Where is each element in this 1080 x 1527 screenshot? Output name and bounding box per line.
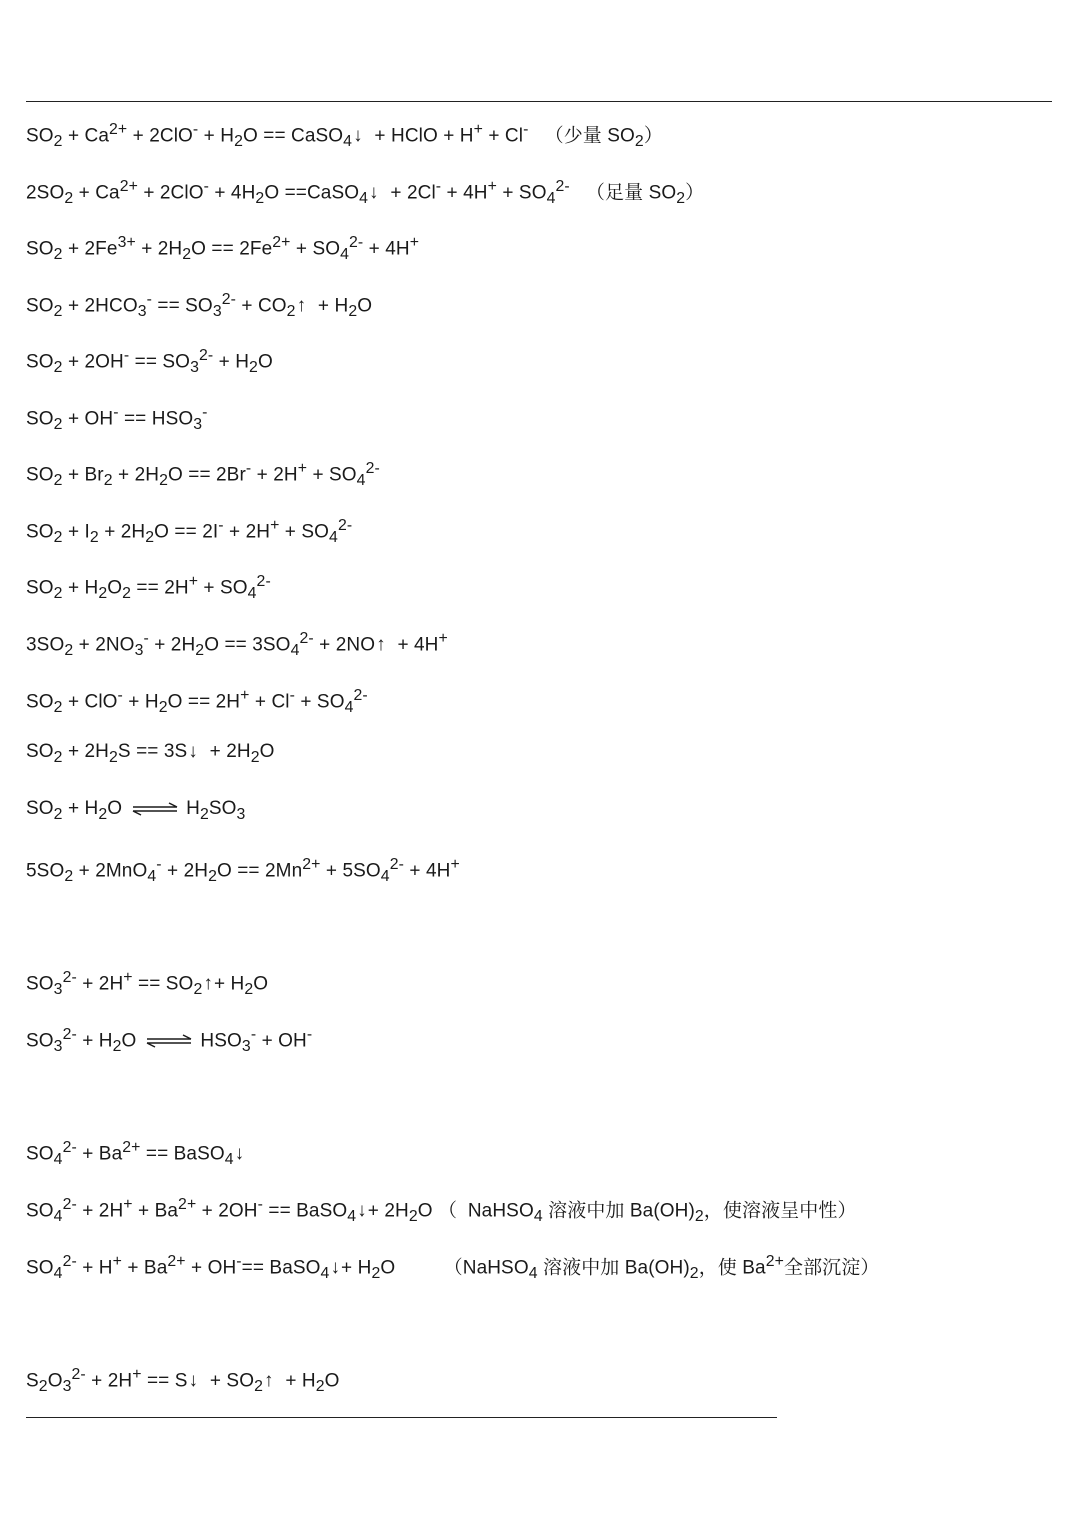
equation-text: SO	[26, 798, 54, 819]
subscript: 2	[208, 868, 217, 886]
equation-text: + Ca	[62, 125, 110, 147]
equation-text: O	[257, 351, 273, 373]
equation-text: + 2NO	[73, 634, 135, 656]
superscript: -	[156, 856, 162, 873]
subscript: 4	[329, 529, 338, 547]
equation-text: SO	[26, 238, 54, 260]
equation-text: == S	[141, 1370, 188, 1392]
equation-text: + 2H	[76, 973, 124, 995]
subscript: 3	[236, 805, 246, 823]
precipitate-arrow-icon: ↓	[330, 1257, 341, 1279]
superscript: +	[188, 573, 199, 590]
equation-text: 2SO	[26, 182, 65, 204]
superscript: -	[218, 517, 224, 534]
subscript: 2	[249, 359, 258, 377]
subscript: 3	[62, 1378, 72, 1396]
precipitate-arrow-icon: ↓	[188, 1370, 199, 1392]
equation-text: == BaSO	[241, 1257, 321, 1279]
equation-text: + 2H	[85, 1370, 133, 1392]
subscript: 2	[634, 133, 644, 151]
subscript: 2	[286, 303, 296, 321]
equation-text: SO	[26, 351, 54, 373]
equation-text: SO	[26, 1200, 54, 1222]
subscript: 3	[53, 981, 63, 999]
equation-text: + 2MnO	[73, 860, 148, 882]
top-divider	[26, 101, 1052, 102]
equation-text: + 5SO	[320, 860, 381, 882]
superscript: -	[236, 1253, 242, 1270]
superscript: 2-	[221, 291, 236, 308]
equation-text: （足量 SO	[569, 182, 677, 204]
equation-text: + HClO + H	[363, 125, 474, 147]
equation-text: == BaSO	[263, 1200, 348, 1222]
superscript: +	[270, 517, 280, 534]
subscript: 2	[64, 642, 74, 660]
subscript: 2	[199, 805, 209, 823]
equation-text: + 2H	[251, 464, 298, 486]
subscript: 2	[122, 585, 132, 603]
equation-text: SO	[26, 521, 54, 543]
superscript: +	[123, 969, 133, 986]
equation-text: + 4H	[403, 860, 451, 882]
precipitate-arrow-icon: ↓	[188, 741, 198, 762]
subscript: 2	[145, 529, 155, 547]
superscript: 2-	[555, 178, 570, 195]
subscript: 2	[38, 1378, 48, 1396]
superscript: -	[143, 630, 149, 647]
equation-text: + OH	[185, 1257, 237, 1279]
equation-text: + SO	[294, 691, 345, 713]
equation-text: SO	[26, 295, 54, 317]
equation-text: + SO	[307, 464, 357, 486]
equation-text: + 2Cl	[379, 182, 436, 204]
superscript: 2+	[302, 856, 321, 873]
equation-text: + 2H	[198, 741, 251, 762]
equation-text: + SO	[199, 1370, 255, 1392]
equation-so2-h2o	[26, 797, 245, 827]
equation-text: SO	[26, 408, 54, 430]
superscript: 2+	[765, 1253, 784, 1270]
equation-text: 溶液中加 Ba(OH)	[542, 1200, 695, 1222]
subscript: 2	[689, 1265, 699, 1283]
superscript: -	[435, 178, 442, 195]
subscript: 4	[380, 868, 390, 886]
equation-text: 5SO	[26, 860, 65, 882]
superscript: 2-	[62, 969, 77, 986]
equation-text: ，使溶液呈中性）	[703, 1200, 857, 1222]
equation-so4-ba	[26, 1136, 245, 1172]
subscript: 2	[53, 246, 63, 264]
equation-text: + SO	[290, 238, 341, 260]
equation-text: O == 2Br	[167, 464, 246, 486]
equation-text: + 2HCO	[62, 295, 138, 317]
subscript: 4	[53, 1265, 63, 1283]
subscript: 3	[137, 303, 147, 321]
equation-text: O	[121, 1030, 137, 1052]
superscript: 2-	[62, 1026, 77, 1043]
subscript: 4	[343, 133, 353, 151]
superscript: 3+	[117, 234, 136, 251]
subscript: 4	[320, 1265, 330, 1283]
equation-text: + 2H	[62, 741, 110, 762]
superscript: -	[245, 460, 252, 477]
subscript: 4	[344, 699, 354, 717]
equation-text: O == 3SO	[204, 634, 291, 656]
subscript: 2	[254, 1378, 263, 1396]
subscript: 2	[694, 1208, 704, 1226]
equation-text: O ==CaSO	[264, 182, 360, 204]
equation-text: + 4H	[363, 238, 410, 260]
superscript: 2+	[178, 1196, 197, 1213]
subscript: 4	[356, 472, 366, 490]
superscript: +	[132, 1366, 142, 1383]
equation-text: + 2H	[98, 521, 146, 543]
equation-text: + H	[213, 973, 245, 995]
subscript: 3	[53, 1038, 63, 1056]
superscript: 2+	[119, 178, 138, 195]
subscript: 2	[53, 585, 63, 603]
equation-text: + 4H	[208, 182, 256, 204]
subscript: 4	[53, 1208, 63, 1226]
subscript: 2	[676, 190, 686, 208]
superscript: 2+	[122, 1139, 141, 1156]
equation-text: + H	[274, 1370, 316, 1392]
subscript: 2	[98, 585, 108, 603]
equation-so3-h	[26, 966, 268, 1002]
equation-text: + Cl	[249, 691, 290, 713]
subscript: 2	[53, 472, 63, 490]
gas-arrow-icon: ↑	[203, 973, 213, 995]
superscript: +	[297, 460, 308, 477]
precipitate-arrow-icon: ↓	[353, 125, 363, 147]
superscript: 2-	[349, 234, 364, 251]
equation-text: + 2NO	[313, 634, 376, 656]
equation-text: H	[186, 798, 200, 819]
subscript: 2	[182, 246, 192, 264]
equation-text: + 2H	[223, 521, 271, 543]
equation-so2-h2s	[26, 740, 275, 770]
superscript: 2-	[62, 1253, 77, 1270]
equation-text: O	[107, 798, 123, 819]
subscript: 2	[158, 699, 168, 717]
equation-text: + 2H	[112, 464, 160, 486]
equation-text: O == 2I	[154, 521, 219, 543]
subscript: 4	[340, 246, 350, 264]
equation-so2-clo	[26, 684, 368, 720]
equation-so2-ca-clo-small	[26, 118, 663, 154]
subscript: 4	[533, 1208, 543, 1226]
equation-text: O	[253, 973, 269, 995]
subscript: 4	[546, 190, 556, 208]
subscript: 4	[224, 1151, 234, 1169]
gas-arrow-icon: ↑	[263, 1370, 274, 1392]
equation-text: O == 2Fe	[191, 238, 273, 260]
equation-text: SO	[26, 973, 54, 995]
superscript: -	[523, 121, 529, 138]
equation-text: ）	[643, 125, 663, 147]
equation-so2-h2o2	[26, 570, 271, 606]
subscript: 3	[193, 416, 203, 434]
equation-text: + H	[62, 798, 99, 819]
equation-text: O	[259, 741, 275, 762]
equation-text: + 2H	[76, 1200, 124, 1222]
equation-text: HSO	[200, 1030, 242, 1052]
equation-so2-oh	[26, 401, 208, 437]
equation-text: + 2H	[367, 1200, 409, 1222]
equation-text: （少量 SO	[528, 125, 635, 147]
equation-text: + Ba	[121, 1257, 168, 1279]
superscript: -	[123, 347, 130, 364]
superscript: 2-	[299, 630, 314, 647]
superscript: -	[192, 121, 199, 138]
equation-so4-nahso4-ba-all	[26, 1250, 879, 1286]
equation-so2-no3	[26, 627, 448, 663]
superscript: -	[250, 1026, 257, 1043]
subscript: 4	[290, 642, 300, 660]
subscript: 2	[159, 472, 168, 490]
equation-text: + 4H	[441, 182, 488, 204]
equation-text: ）	[685, 182, 705, 204]
subscript: 2	[195, 642, 205, 660]
equation-text: + 4H	[386, 634, 439, 656]
subscript: 3	[212, 303, 222, 321]
equation-text: + Ba	[132, 1200, 179, 1222]
equation-text: + 2H	[148, 634, 196, 656]
subscript: 2	[64, 868, 74, 886]
subscript: 2	[408, 1208, 418, 1226]
equation-text: + SO	[198, 577, 248, 599]
reversible-arrow-icon	[130, 802, 180, 816]
gas-arrow-icon: ↑	[376, 634, 386, 656]
subscript: 4	[528, 1265, 538, 1283]
superscript: +	[473, 121, 483, 138]
equation-text: 全部沉淀）	[783, 1257, 880, 1279]
superscript: 2-	[198, 347, 214, 364]
superscript: -	[117, 687, 123, 704]
equation-text: + 2H	[135, 238, 183, 260]
subscript: 2	[193, 981, 203, 999]
equation-text: + 2ClO	[137, 182, 204, 204]
equation-text: 溶液中加 Ba(OH)	[537, 1257, 690, 1279]
subscript: 2	[255, 190, 265, 208]
equation-text: O	[324, 1370, 340, 1392]
equation-text: == 2H	[131, 577, 189, 599]
subscript: 2	[53, 359, 63, 377]
equation-so3-h2o	[26, 1023, 312, 1059]
superscript: 2+	[109, 121, 128, 138]
superscript: +	[450, 856, 460, 873]
equation-so2-fe3	[26, 231, 419, 267]
superscript: -	[113, 404, 119, 421]
equation-text: + ClO	[62, 691, 118, 713]
equation-text: O	[357, 295, 373, 317]
superscript: 2-	[71, 1366, 86, 1383]
equation-text: == HSO	[118, 408, 194, 430]
equation-text: + Cl	[482, 125, 524, 147]
equation-text: SO	[26, 1143, 54, 1165]
subscript: 2	[89, 529, 99, 547]
superscript: 2-	[365, 460, 380, 477]
subscript: 3	[241, 1038, 251, 1056]
equation-so2-2oh	[26, 344, 273, 380]
superscript: +	[438, 630, 448, 647]
equation-text: + H	[213, 351, 250, 373]
superscript: -	[306, 1026, 313, 1043]
subscript: 2	[109, 748, 118, 766]
equation-so2-br2	[26, 457, 380, 493]
superscript: -	[146, 291, 152, 308]
superscript: +	[409, 234, 420, 251]
equation-text: 3SO	[26, 634, 65, 656]
subscript: 2	[53, 699, 63, 717]
equation-so2-i2	[26, 514, 352, 550]
superscript: +	[487, 178, 497, 195]
equation-text: SO	[26, 125, 54, 147]
equation-text: ，使 Ba	[698, 1257, 766, 1279]
equation-so4-nahso4-neutral	[26, 1193, 857, 1229]
precipitate-arrow-icon: ↓	[357, 1200, 367, 1222]
subscript: 2	[250, 748, 260, 766]
equation-text: SO	[26, 741, 54, 762]
equation-text: SO	[208, 798, 237, 819]
equation-text: + CO	[236, 295, 287, 317]
equation-text: + H	[307, 295, 349, 317]
superscript: -	[202, 404, 208, 421]
equation-text: O （NaHSO	[380, 1257, 529, 1279]
superscript: 2+	[272, 234, 291, 251]
equation-text: + SO	[496, 182, 547, 204]
superscript: -	[289, 687, 295, 704]
equation-text: + H	[76, 1257, 113, 1279]
gas-arrow-icon: ↑	[296, 295, 307, 317]
subscript: 2	[371, 1265, 381, 1283]
equation-text: + 2H	[161, 860, 209, 882]
equation-text: + H	[198, 125, 235, 147]
subscript: 2	[98, 805, 108, 823]
subscript: 3	[134, 642, 144, 660]
equation-so2-mno4	[26, 853, 460, 889]
subscript: 2	[53, 133, 63, 151]
superscript: 2+	[167, 1253, 186, 1270]
subscript: 2	[244, 981, 254, 999]
equation-text: + OH	[62, 408, 114, 430]
subscript: 2	[64, 190, 74, 208]
superscript: +	[123, 1196, 133, 1213]
equation-text: + I	[62, 521, 90, 543]
equation-text: + Ca	[73, 182, 120, 204]
equation-text: == SO	[132, 973, 194, 995]
subscript: 2	[53, 748, 63, 766]
equation-text: O	[47, 1370, 63, 1392]
superscript: +	[112, 1253, 122, 1270]
precipitate-arrow-icon: ↓	[234, 1143, 245, 1165]
equation-text: + H	[122, 691, 159, 713]
equation-text: SO	[26, 577, 54, 599]
equation-text: + 2OH	[196, 1200, 258, 1222]
equation-text: + 2OH	[62, 351, 124, 373]
subscript: 4	[147, 868, 157, 886]
superscript: 2-	[353, 687, 368, 704]
reversible-arrow-icon	[144, 1034, 194, 1048]
equation-text: + H	[62, 577, 99, 599]
subscript: 2	[348, 303, 358, 321]
equation-text: + Ba	[76, 1143, 123, 1165]
superscript: +	[240, 687, 250, 704]
equation-text: SO	[26, 1257, 54, 1279]
subscript: 4	[359, 190, 369, 208]
equation-text: SO	[26, 1030, 54, 1052]
subscript: 3	[190, 359, 199, 377]
equation-s2o3-h	[26, 1363, 340, 1399]
superscript: 2-	[389, 856, 404, 873]
precipitate-arrow-icon: ↓	[369, 182, 379, 204]
equation-text: + 2ClO	[127, 125, 193, 147]
superscript: 2-	[337, 517, 353, 534]
equation-text: + 2Fe	[62, 238, 118, 260]
equation-text: + OH	[256, 1030, 307, 1052]
equation-text: + SO	[279, 521, 330, 543]
equation-text: O	[107, 577, 123, 599]
subscript: 2	[53, 416, 63, 434]
subscript: 4	[53, 1151, 63, 1169]
equation-text: O == 2H	[167, 691, 241, 713]
subscript: 2	[234, 133, 243, 151]
equation-text: S	[26, 1370, 39, 1392]
subscript: 2	[103, 472, 113, 490]
equation-text: == BaSO	[140, 1143, 225, 1165]
equation-so2-hco3	[26, 288, 372, 324]
equation-text: SO	[26, 464, 54, 486]
equation-text: O == CaSO	[242, 125, 344, 147]
equation-text: SO	[26, 691, 54, 713]
subscript: 2	[112, 1038, 122, 1056]
superscript: -	[203, 178, 209, 195]
subscript: 2	[53, 529, 63, 547]
equation-text: S == 3S	[117, 741, 188, 762]
subscript: 4	[347, 1208, 357, 1226]
subscript: 2	[315, 1378, 325, 1396]
bottom-divider	[26, 1417, 777, 1418]
subscript: 4	[247, 585, 257, 603]
equation-text: O （ NaHSO	[417, 1200, 534, 1222]
superscript: -	[257, 1196, 263, 1213]
equation-text: + Br	[62, 464, 104, 486]
subscript: 2	[53, 303, 63, 321]
equation-text: == SO	[129, 351, 191, 373]
subscript: 2	[53, 805, 63, 823]
equation-so2-ca-clo-excess	[26, 175, 704, 211]
equation-text: + H	[76, 1030, 113, 1052]
superscript: 2-	[62, 1139, 77, 1156]
equation-text: + H	[341, 1257, 372, 1279]
superscript: 2-	[256, 573, 271, 590]
equation-text: == SO	[152, 295, 213, 317]
equation-text: O == 2Mn	[216, 860, 303, 882]
superscript: 2-	[62, 1196, 77, 1213]
